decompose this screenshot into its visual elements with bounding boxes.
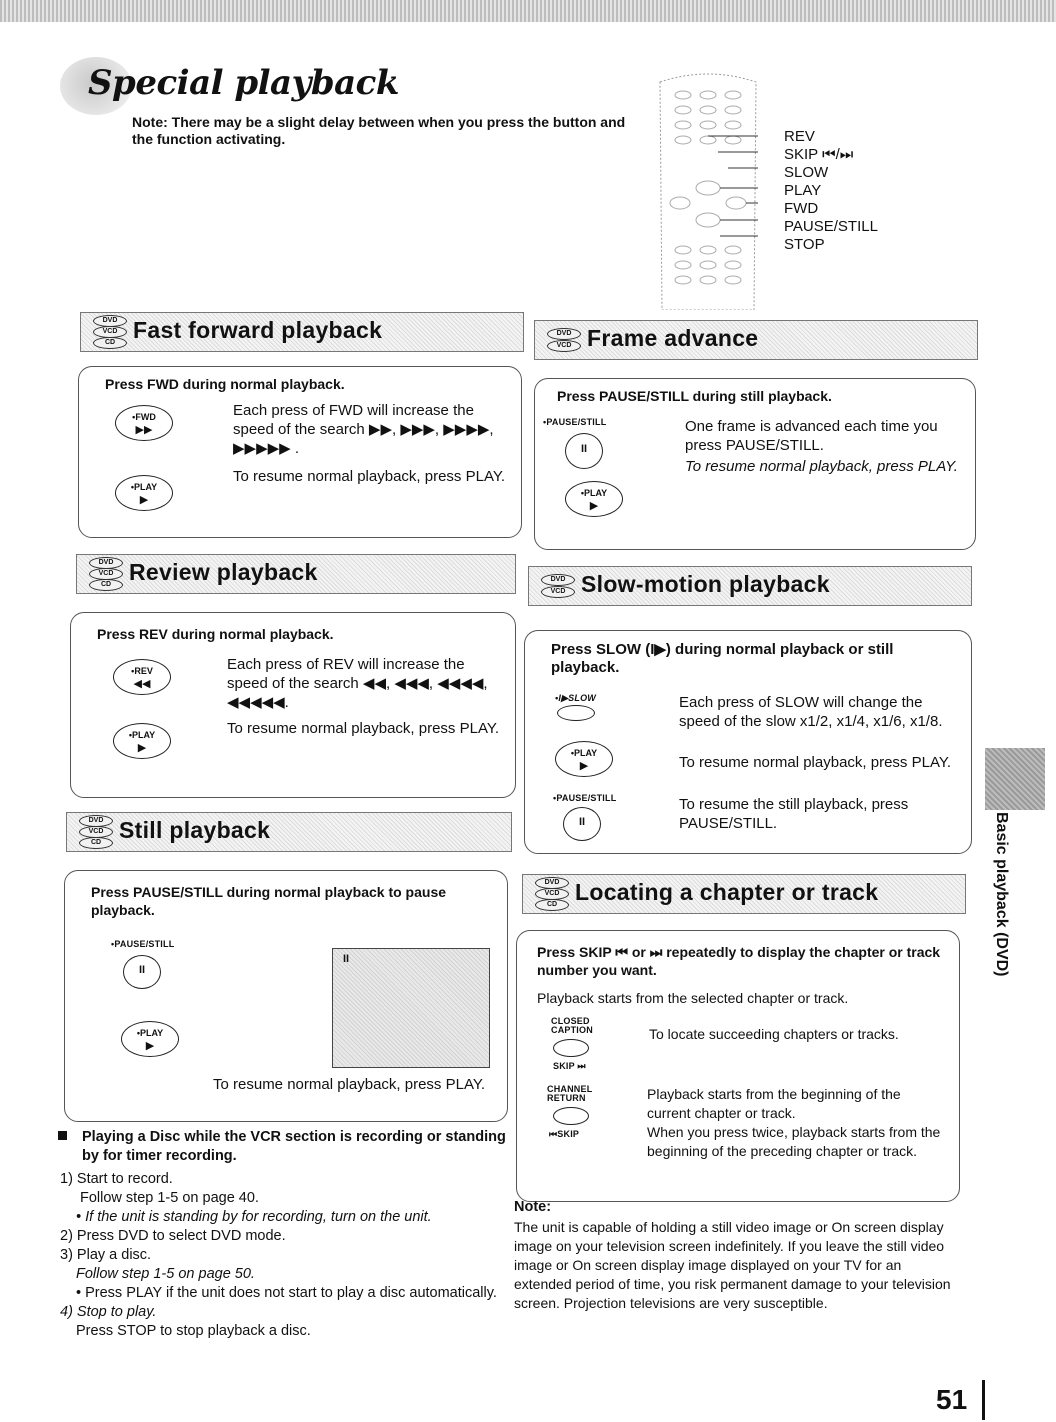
locating-twice-text: When you press twice, playback starts from the beginning of the preceding chapter or track. xyxy=(647,1124,941,1159)
page-title: Special playback xyxy=(88,63,399,103)
dvd-disc-icon: DVD xyxy=(89,557,123,569)
section-title: Slow-motion playback xyxy=(581,571,830,597)
vcr-step: 2) Press DVD to select DVD mode. xyxy=(60,1228,286,1244)
remote-label-play: PLAY xyxy=(784,182,822,199)
still-lead: Press PAUSE/STILL during normal playback to pause playback. xyxy=(91,884,447,918)
vcr-step: • If the unit is standing by for recording, turn on the unit. xyxy=(76,1209,432,1225)
still-resume: To resume normal playback, press PLAY. xyxy=(213,1076,486,1093)
frame-advance-resume: To resume normal playback, press PLAY. xyxy=(685,458,958,475)
locating-prev-text: Playback starts from the beginning of the current chapter or track. xyxy=(647,1086,901,1121)
disc-icons xyxy=(543,323,583,357)
slow-motion-box xyxy=(524,630,972,854)
channel-return-label: CHANNEL RETURN xyxy=(547,1084,593,1103)
section-title: Review playback xyxy=(129,559,318,585)
closed-caption-label: CLOSED CAPTION xyxy=(551,1016,593,1035)
dvd-disc-icon: DVD xyxy=(541,574,575,586)
skip-prev-label: ⏮SKIP xyxy=(549,1129,580,1139)
vcr-steps xyxy=(60,1170,512,1341)
remote-label-stop: STOP xyxy=(784,236,825,253)
dvd-disc-icon: DVD xyxy=(547,328,581,340)
dvd-disc-icon: DVD xyxy=(79,815,113,827)
frame-advance-text: One frame is advanced each time you press PAUSE/STILL. xyxy=(685,418,938,454)
locating-next-text: To locate succeeding chapters or tracks. xyxy=(649,1026,899,1042)
remote-label-slow: SLOW xyxy=(784,164,829,181)
remote-label-skip: SKIP ⏮/⏭ xyxy=(784,146,854,163)
review-resume: To resume normal playback, press PLAY. xyxy=(227,720,500,737)
disc-icons xyxy=(85,557,125,591)
locating-intro: Playback starts from the selected chapter or track. xyxy=(537,990,849,1006)
slow-motion-resume: To resume normal playback, press PLAY. xyxy=(679,754,952,771)
disc-icons xyxy=(531,877,571,911)
play-button-icon: •PLAY ▶ xyxy=(115,475,173,511)
bullet-square-icon xyxy=(58,1131,67,1140)
vcr-step: Press STOP to stop playback a disc. xyxy=(76,1323,311,1339)
pause-still-label: •PAUSE/STILL xyxy=(111,939,175,949)
section-title: Still playback xyxy=(119,817,271,843)
side-tab-label: Basic playback (DVD) xyxy=(993,812,1010,977)
fast-forward-box xyxy=(78,366,522,538)
vcd-disc-icon: VCD xyxy=(79,826,113,838)
still-header xyxy=(66,812,512,852)
slow-label: •I▶SLOW xyxy=(555,693,596,703)
vcr-heading: Playing a Disc while the VCR section is recording or standing by for timer recording. xyxy=(58,1128,508,1166)
review-lead: Press REV during normal playback. xyxy=(97,626,334,642)
pause-button-icon: II xyxy=(563,807,601,841)
disc-icons xyxy=(75,815,115,849)
remote-label-pause-still: PAUSE/STILL xyxy=(784,218,878,235)
cd-disc-icon: CD xyxy=(535,899,569,911)
remote-labels xyxy=(784,128,878,254)
slow-motion-text: Each press of SLOW will change the speed of the slow x1/2, x1/4, x1/6, x1/8. xyxy=(679,694,943,730)
locating-header xyxy=(522,874,966,914)
page-number-bar xyxy=(982,1380,985,1420)
skip-next-button-icon xyxy=(553,1039,589,1057)
cd-disc-icon: CD xyxy=(79,837,113,849)
review-box xyxy=(70,612,516,798)
vcr-step: Follow step 1-5 on page 40. xyxy=(80,1190,259,1206)
vcr-step: 1) Start to record. xyxy=(60,1171,173,1187)
vcr-step: Follow step 1-5 on page 50. xyxy=(76,1266,255,1282)
rev-button-icon: •REV ◀◀ xyxy=(113,659,171,695)
pause-still-label: •PAUSE/STILL xyxy=(553,793,617,803)
bottom-note-text: The unit is capable of holding a still video image or On screen display image on your television screen indefinitely. If you leave the still video image or On screen display image displayed on your TV for an extended period of time, you risk permanent damage to your television screen. Projection televisions are very susceptible. xyxy=(514,1219,951,1311)
bottom-note-label: Note: xyxy=(514,1199,552,1215)
pause-indicator: II xyxy=(343,953,350,965)
slow-button-icon xyxy=(557,705,595,721)
vcd-disc-icon: VCD xyxy=(89,568,123,580)
remote-label-fwd: FWD xyxy=(784,200,819,217)
fast-forward-header xyxy=(80,312,524,352)
vcd-disc-icon: VCD xyxy=(547,340,581,352)
play-button-icon: •PLAY ▶ xyxy=(121,1021,179,1057)
section-title: Fast forward playback xyxy=(133,317,383,343)
disc-icons xyxy=(89,315,129,349)
review-header xyxy=(76,554,516,594)
review-text: Each press of REV will increase the speed of the search ◀◀, ◀◀◀, ◀◀◀◀, ◀◀◀◀◀. xyxy=(227,656,488,711)
side-tab-marker xyxy=(985,748,1045,810)
page-number: 51 xyxy=(936,1384,968,1415)
frame-advance-lead: Press PAUSE/STILL during still playback. xyxy=(557,388,832,404)
vcd-disc-icon: VCD xyxy=(93,326,127,338)
frame-advance-box xyxy=(534,378,976,550)
side-tab-text xyxy=(988,812,1012,1012)
vcr-step: • Press PLAY if the unit does not start to play a disc automatically. xyxy=(76,1285,497,1301)
locating-lead: Press SKIP ⏮ or ⏭ repeatedly to display the chapter or track number you want. xyxy=(537,944,941,978)
locating-box xyxy=(516,930,960,1202)
skip-next-label: SKIP ⏭ xyxy=(553,1061,586,1071)
intro-note: Note: There may be a slight delay between when you press the button and the function activating. xyxy=(132,114,626,147)
fast-forward-resume: To resume normal playback, press PLAY. xyxy=(233,468,506,485)
disc-icons xyxy=(537,569,577,603)
section-title: Locating a chapter or track xyxy=(575,879,879,905)
play-button-icon: •PLAY ▶ xyxy=(555,741,613,777)
top-pattern-bar xyxy=(0,0,1056,22)
section-title: Frame advance xyxy=(587,325,759,351)
vcd-disc-icon: VCD xyxy=(541,586,575,598)
slow-motion-still-resume: To resume the still playback, press PAUSE/STILL. xyxy=(679,796,909,832)
play-button-icon: •PLAY ▶ xyxy=(565,481,623,517)
remote-label-rev: REV xyxy=(784,128,815,145)
play-button-icon: •PLAY ▶ xyxy=(113,723,171,759)
cd-disc-icon: CD xyxy=(93,337,127,349)
remote-control-illustration xyxy=(658,70,758,310)
slow-motion-header xyxy=(528,566,972,606)
vcd-disc-icon: VCD xyxy=(535,888,569,900)
pause-button-icon: II xyxy=(123,955,161,989)
pause-still-label: •PAUSE/STILL xyxy=(543,417,607,427)
vcr-step: 3) Play a disc. xyxy=(60,1247,152,1263)
tv-screen-illustration xyxy=(332,948,490,1068)
fast-forward-text: Each press of FWD will increase the speed of the search ▶▶, ▶▶▶, ▶▶▶▶, ▶▶▶▶▶ . xyxy=(233,402,494,457)
fwd-button-icon: •FWD ▶▶ xyxy=(115,405,173,441)
skip-prev-button-icon xyxy=(553,1107,589,1125)
vcr-step: 4) Stop to play. xyxy=(60,1304,157,1320)
dvd-disc-icon: DVD xyxy=(93,315,127,327)
cd-disc-icon: CD xyxy=(89,579,123,591)
dvd-disc-icon: DVD xyxy=(535,877,569,889)
slow-motion-lead: Press SLOW (I▶) during normal playback or still playback. xyxy=(551,641,894,676)
frame-advance-header xyxy=(534,320,978,360)
pause-button-icon: II xyxy=(565,433,603,469)
fast-forward-lead: Press FWD during normal playback. xyxy=(105,376,345,392)
